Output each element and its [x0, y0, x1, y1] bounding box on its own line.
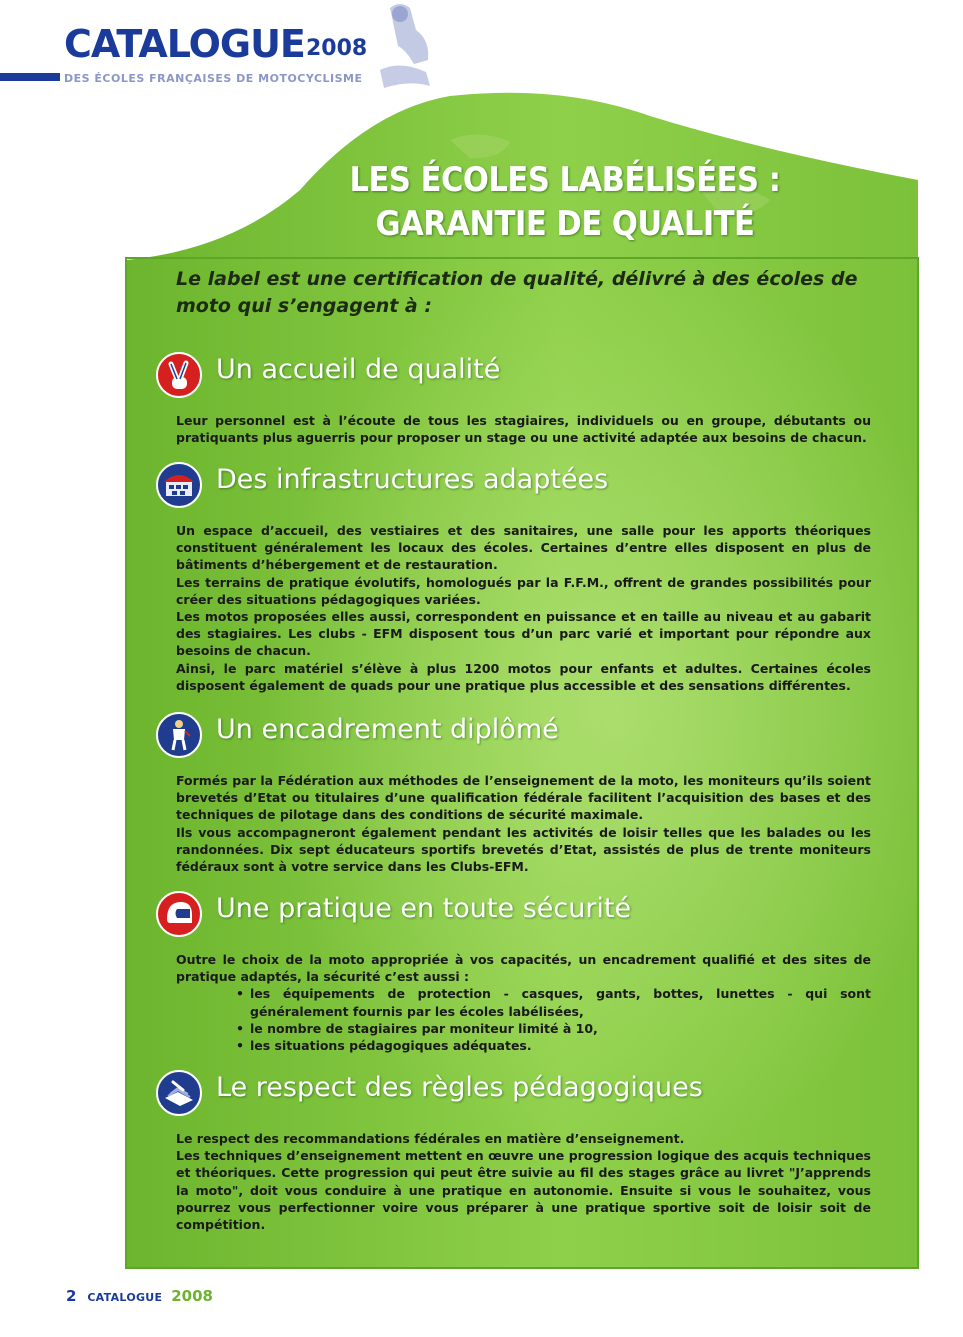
paragraph: Les terrains de pratique évolutifs, homologués par la F.F.M., offrent de grandes possibilités pour créer des situations pédagogiques variées.: [176, 574, 871, 607]
main-title-line1: LES ÉCOLES LABÉLISÉES :: [349, 160, 781, 200]
list-item: • les équipements de protection - casques, gants, bottes, lunettes - qui sont généralement fournis par les écoles labélisées,: [234, 985, 871, 1019]
victory-hand-icon: [156, 352, 202, 398]
safety-list: [234, 985, 871, 1054]
footer-label: CATALOGUE: [87, 1291, 163, 1304]
section-infrastructures: [156, 462, 871, 694]
section-accueil: [156, 352, 871, 446]
helmet-icon: [156, 891, 202, 937]
list-item: • le nombre de stagiaires par moniteur limité à 10,: [234, 1020, 871, 1037]
main-title-line2: GARANTIE DE QUALITÉ: [375, 204, 755, 244]
section-securite: [156, 891, 871, 1054]
paragraph: Outre le choix de la moto appropriée à vos capacités, un encadrement qualifié et des sites de pratique adaptés, la sécurité c’est aussi :: [176, 952, 871, 985]
intro-text: Le label est une certification de qualité, délivré à des écoles de moto qui s’engagent à :: [176, 268, 858, 317]
section-body: [176, 1130, 871, 1233]
paragraph: Les motos proposées elles aussi, correspondent en puissance et en taille au niveau et au gabarit des stagiaires. Les clubs - EFM disposent tous d’un parc varié et important pour répondre aux besoins de chacun.: [176, 609, 871, 659]
catalogue-subtitle: DES ÉCOLES FRANÇAISES DE MOTOCYCLISME: [64, 72, 363, 85]
section-body: [176, 951, 871, 1054]
section-title: Un encadrement diplômé: [216, 714, 559, 745]
paragraph: Formés par la Fédération aux méthodes de l’enseignement de la moto, les moniteurs qu’ils soient brevetés d’Etat ou titulaires d’une qualification fédérale facilitent l’acquisition des bases et des techniques de pilotage dans des conditions de sécurité maximale.: [176, 773, 871, 823]
section-body: [176, 772, 871, 875]
book-icon: [156, 1070, 202, 1116]
paragraph: Ainsi, le parc matériel s’élève à plus 1200 motos pour enfants et adultes. Certaines écoles disposent également de quads pour une pratique plus accessible et des sensations différentes.: [176, 660, 871, 693]
page-footer: [66, 1287, 213, 1305]
list-item: • les situations pédagogiques adéquates.: [234, 1037, 871, 1054]
section-encadrement: [156, 712, 871, 875]
section-title: Un accueil de qualité: [216, 354, 501, 385]
page-number: 2: [66, 1287, 77, 1305]
main-title: [330, 158, 800, 246]
paragraph: Leur personnel est à l’écoute de tous les stagiaires, individuels ou en groupe, débutants ou pratiquants plus aguerris pour proposer un stage ou une activité adaptée aux besoins de chacun.: [176, 413, 871, 446]
section-pedagogie: [156, 1070, 871, 1233]
footer-year: 2008: [171, 1287, 213, 1305]
paragraph: Un espace d’accueil, des vestiaires et des sanitaires, une salle pour les apports théoriques constituent généralement les locaux des écoles. Certaines d’entre elles disposent en plus de bâtiments d’hébergement et de restauration.: [176, 523, 871, 573]
paragraph: Ils vous accompagneront également pendant les activités de loisir telles que les balades ou les randonnées. Dix sept éducateurs sportifs brevetés d’Etat, assistés de plus de trente moniteurs fédéraux sont à votre service dans les Clubs-EFM.: [176, 824, 871, 875]
section-body: [176, 412, 871, 446]
section-title: Le respect des règles pédagogiques: [216, 1072, 703, 1103]
building-icon: [156, 462, 202, 508]
instructor-icon: [156, 712, 202, 758]
paragraph: Les techniques d’enseignement mettent en œuvre une progression logique des acquis techniques et théoriques. Cette progression qui peut être suivie au fil des stages grâce au livret "J’apprends la moto", doit vous conduire à une pratique en autonomie. Ensuite si vous le souhaitez, vous pourrez vous perfectionner voire vous préparer à une pratique sportive soit de loisir soit de compétition.: [176, 1148, 871, 1233]
section-title: Une pratique en toute sécurité: [216, 893, 632, 924]
section-title: Des infrastructures adaptées: [216, 464, 609, 495]
paragraph: Le respect des recommandations fédérales en matière d’enseignement.: [176, 1131, 685, 1146]
section-body: [176, 522, 871, 694]
catalogue-title: CATALOGUE: [64, 22, 305, 66]
catalogue-year: 2008: [306, 36, 368, 61]
